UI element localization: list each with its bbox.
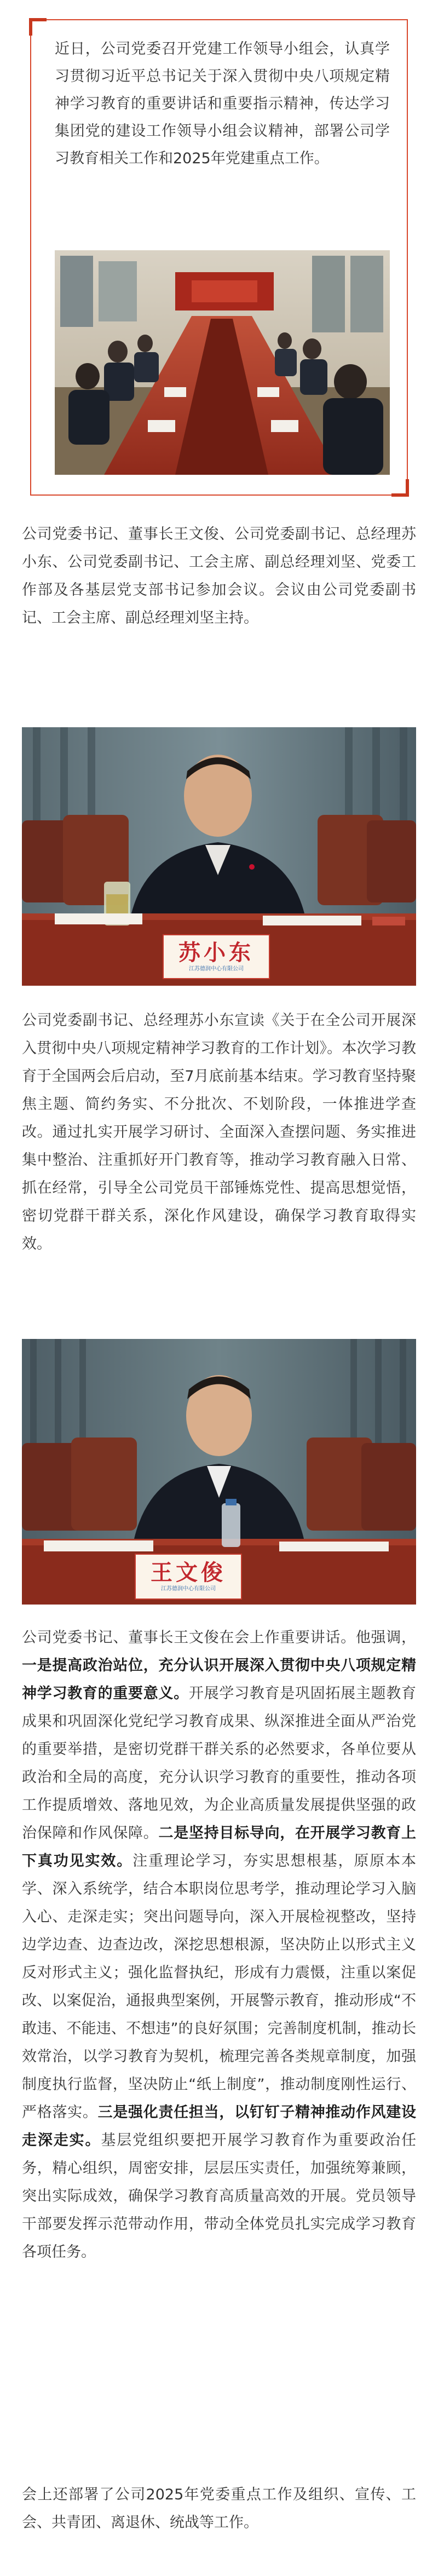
nameplate-su-subtitle: 江苏德润中心有限公司 [189, 966, 244, 972]
nameplate-wang-name: 王文俊 [151, 1560, 226, 1585]
speaker-photo-wang [22, 1339, 416, 1605]
intro-text: 近日，公司党委召开党建工作领导小组会，认真学习贯彻习近平总书记关于深入贯彻中央八项规定精神学习教育的重要讲话和重要指示精神，传达学习集团党的建设工作领导小组会议精神，部署公司学习教育相关工作和2025年党建重点工作。 [55, 41, 390, 167]
nameplate-wang [135, 1554, 242, 1600]
meeting-room-photo [55, 250, 390, 475]
frame-corner-top-left [29, 18, 47, 36]
speech-paragraph [22, 1624, 416, 2266]
speech-point-three: 三是强化责任担当，以钉钉子精神推动作风建设走深走实。 [22, 2104, 417, 2149]
nameplate-wang-subtitle: 江苏德润中心有限公司 [161, 1586, 216, 1592]
frame-corner-bottom-right [391, 479, 409, 497]
speech-point-one-body: 开展学习教育是巩固拓展主题教育成果和巩固深化党纪学习教育成果、纵深推进全面从严治党的重要举措，是密切党群干群关系的必然要求，各单位要从政治和全局的高度，充分认识学习教育的重要性，推动各项工作提质增效、落地见效，为企业高质量发展提供坚强的政治保障和作风保障。 [22, 1685, 417, 1842]
study-plan-paragraph: 公司党委副书记、总经理苏小东宣读《关于在全公司开展深入贯彻中央八项规定精神学习教育的工作计划》。本次学习教育于全国两会后启动，至7月底前基本结束。学习教育坚持聚焦主题、简约务实、不分批次、不划阶段，一体推进学查改。通过扎实开展学习研讨、全面深入查摆问题、务实推进集中整治、注重抓好开门教育等，推动学习教育融入日常、抓在经常，引导全公司党员干部锤炼党性、提高思想觉悟，密切党群干群关系，深化作风建设，确保学习教育取得实效。 [22, 1012, 416, 1252]
speech-point-three-body: 基层党组织要把开展学习教育作为重要政治任务，精心组织，周密安排，层层压实责任，加强统筹兼顾，突出实际成效，确保学习教育高质量高效的开展。党员领导干部要发挥示范带动作用，带动全体党员扎实完成学习教育各项任务。 [22, 2132, 416, 2261]
speech-point-two: 二是坚持目标导向，在开展学习教育上下真功见实效。 [22, 1825, 417, 1870]
speaker-photo-su [22, 727, 416, 986]
nameplate-su [163, 934, 270, 979]
nameplate-su-name: 苏小东 [178, 940, 254, 965]
speech-point-two-body: 注重理论学习，夯实思想根基，原原本本学、深入系统学，结合本职岗位思考学，推动理论学习入脑入心、走深走实；突出问题导向，深入开展检视整改，坚持边学边查、边查边改，深挖思想根源，坚决防止以形式主义反对形式主义；强化监督执纪，形成有力震慑，注重以案促改、以案促治，通报典型案例，开展警示教育，推动形成“不敢违、不能违、不想违”的良好氛围；完善制度机制，推动长效常治，以学习教育为契机，梳理完善各类规章制度，加强制度执行监督，坚决防止“纸上制度”，推动制度刚性运行、严格落实。 [22, 1853, 416, 2121]
speech-point-one: 一是提高政治站位，充分认识开展深入贯彻中央八项规定精神学习教育的重要意义。 [22, 1657, 416, 1702]
speech-intro: 公司党委书记、董事长王文俊在会上作重要讲话。他强调， [22, 1629, 416, 1646]
attendees-paragraph: 公司党委书记、董事长王文俊、公司党委副书记、总经理苏小东、公司党委副书记、工会主席、副总经理刘坚、党委工作部及各基层党支部书记参加会议。会议由公司党委副书记、工会主席、副总经理刘坚主持。 [22, 526, 416, 626]
intro-frame [30, 19, 408, 496]
closing-paragraph: 会上还部署了公司2025年党委重点工作及组织、宣传、工会、共青团、离退休、统战等工作。 [22, 2486, 416, 2531]
